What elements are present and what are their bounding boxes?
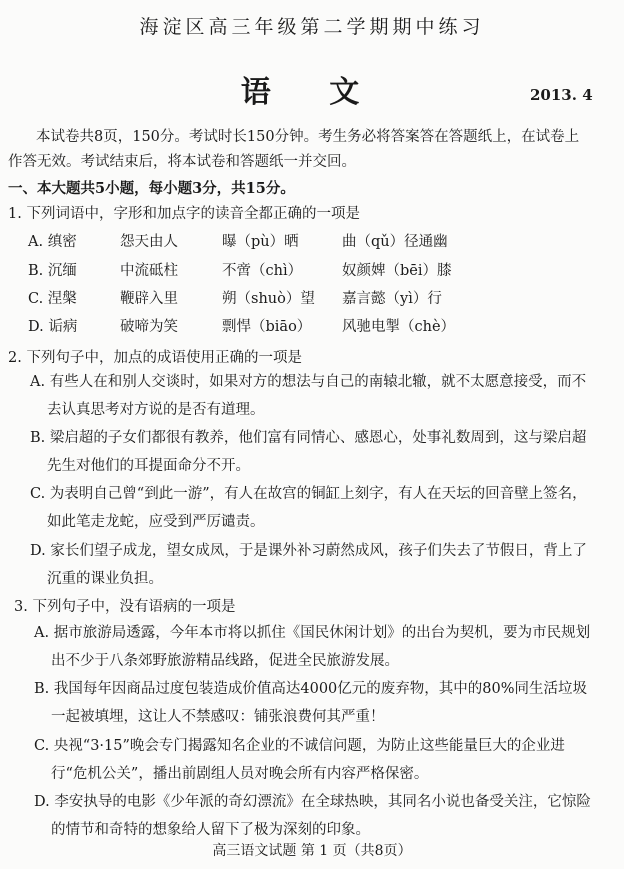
q3-option-line: B. 我国每年因商品过度包装造成价值高达4000亿元的废弃物，其中的80%同生活垃圾 bbox=[34, 681, 588, 697]
q3-option-line: 出不少于八条郊野旅游精品线路，促进全民旅游发展。 bbox=[51, 653, 399, 669]
q1-option-cell: 中流砥柱 bbox=[120, 263, 178, 279]
question-3-stem: 3. 下列句子中，没有语病的一项是 bbox=[14, 599, 236, 615]
q1-option-cell: 破啼为笑 bbox=[120, 319, 178, 335]
instructions-line: 作答无效。考试结束后，将本试卷和答题纸一并交回。 bbox=[8, 154, 356, 170]
q3-option-line: D. 李安执导的电影《少年派的奇幻漂流》在全球热映，其同名小说也备受关注，它惊险 bbox=[34, 794, 591, 810]
q1-option-cell: B. 沉缅 bbox=[28, 263, 77, 279]
q3-option-line: 行“危机公关”，播出前剧组人员对晚会所有内容严格保密。 bbox=[51, 766, 429, 782]
question-1-stem: 1. 下列词语中，字形和加点字的读音全都正确的一项是 bbox=[8, 206, 360, 222]
q2-option-line: B. 梁启超的子女们都很有教养，他们富有同情心、感恩心，处事礼数周到，这与梁启超 bbox=[30, 430, 587, 446]
q2-option-line: 先生对他们的耳提面命分不开。 bbox=[47, 458, 250, 474]
q1-option-cell: 嘉言懿（yì）行 bbox=[342, 291, 442, 307]
page-footer: 高三语文试题 第 1 页（共8页） bbox=[212, 843, 412, 859]
q3-option-line: C. 央视“3·15”晚会专门揭露知名企业的不诚信问题，为防止这些能量巨大的企业进 bbox=[34, 738, 565, 754]
q1-option-cell: 曝（pù）晒 bbox=[222, 234, 299, 250]
q1-option-cell: 风驰电掣（chè） bbox=[342, 319, 456, 335]
q3-option-line: A. 据市旅游局透露，今年本市将以抓住《国民休闲计划》的出台为契机，要为市民规划 bbox=[34, 625, 591, 641]
q3-option-line: 一起被填埋，这让人不禁感叹：铺张浪费何其严重！ bbox=[51, 709, 385, 725]
q2-option-line: A. 有些人在和别人交谈时，如果对方的想法与自己的南辕北辙，就不太愿意接受，而不 bbox=[30, 374, 587, 390]
q1-option-cell: 怨天由人 bbox=[120, 234, 178, 250]
instructions-line: 本试卷共8页，150分。考试时长150分钟。考生务必将答案答在答题纸上，在试卷上 bbox=[36, 129, 580, 145]
q1-option-cell: D. 诟病 bbox=[28, 319, 78, 335]
question-2-stem: 2. 下列句子中，加点的成语使用正确的一项是 bbox=[8, 350, 302, 366]
q1-option-cell: 曲（qǔ）径通幽 bbox=[342, 234, 448, 250]
q1-option-cell: 不啻（chì） bbox=[222, 263, 303, 279]
q1-option-cell: 鞭辟入里 bbox=[120, 291, 178, 307]
q2-option-line: D. 家长们望子成龙，望女成凤，于是课外补习蔚然成风，孩子们失去了节假日，背上了 bbox=[30, 543, 587, 559]
exam-date: 2013. 4 bbox=[530, 86, 593, 104]
q3-option-line: 的情节和奇特的想象给人留下了极为深刻的印象。 bbox=[51, 822, 370, 838]
exam-title: 海淀区高三年级第二学期期中练习 bbox=[139, 16, 485, 38]
q2-option-line: C. 为表明自己曾“到此一游”，有人在故宫的铜缸上刻字，有人在天坛的回音壁上签名， bbox=[30, 486, 587, 502]
q2-option-line: 如此笔走龙蛇，应受到严厉谴责。 bbox=[47, 514, 265, 530]
q2-option-line: 去认真思考对方说的是否有道理。 bbox=[47, 402, 265, 418]
q1-option-cell: 奴颜婢（bēi）膝 bbox=[342, 263, 452, 279]
section-heading: 一、本大题共5小题，每小题3分，共15分。 bbox=[8, 180, 295, 197]
q1-option-cell: A. 缜密 bbox=[28, 234, 77, 250]
subject-title: 语 文 bbox=[240, 75, 384, 110]
q2-option-line: 沉重的课业负担。 bbox=[47, 571, 163, 587]
q1-option-cell: 剽悍（biāo） bbox=[222, 319, 312, 335]
q1-option-cell: C. 涅槃 bbox=[28, 291, 77, 307]
q1-option-cell: 朔（shuò）望 bbox=[222, 291, 315, 307]
